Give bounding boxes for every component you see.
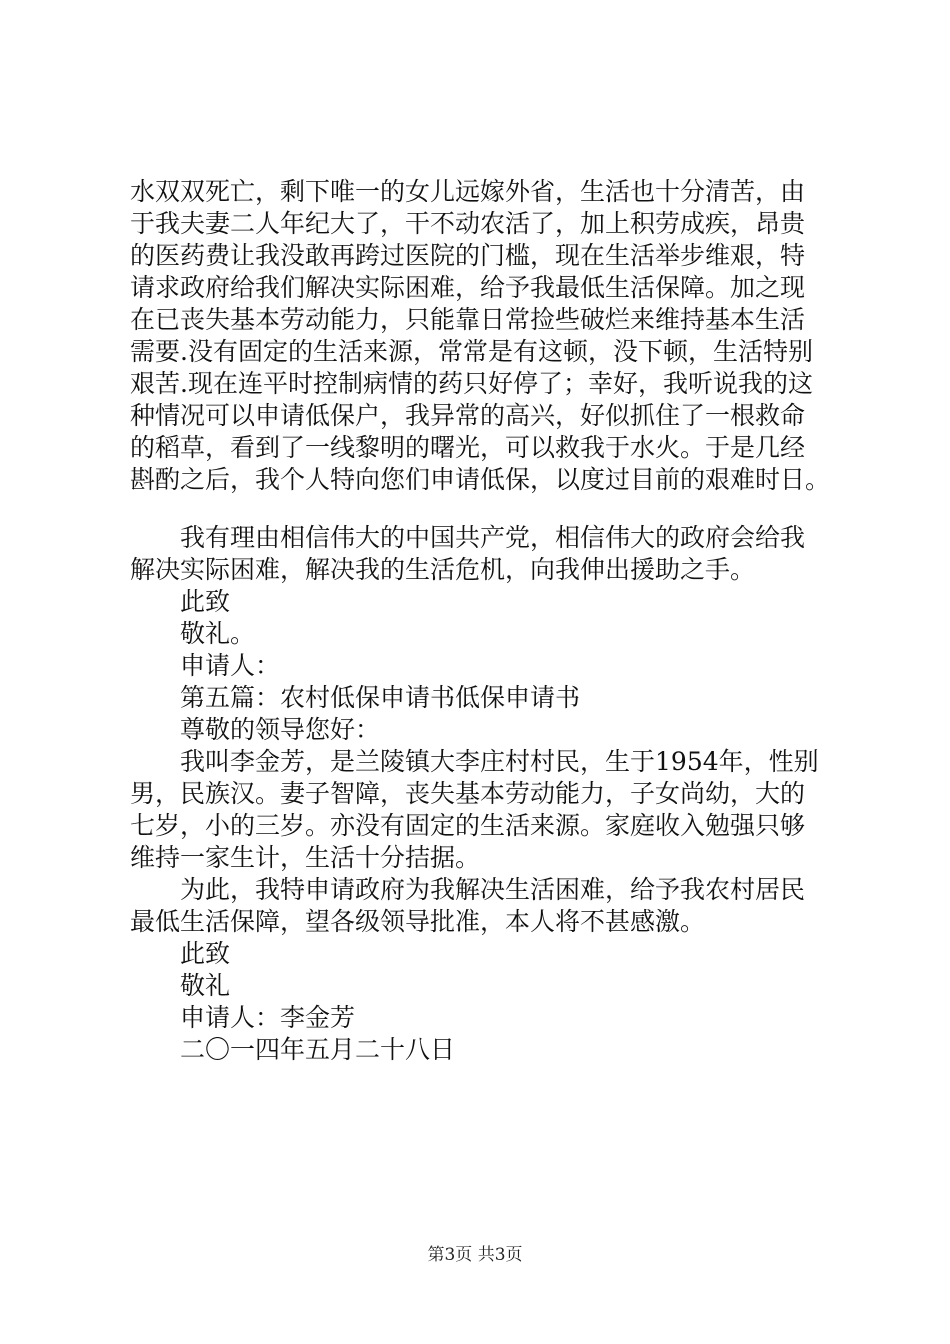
closing-phrase: 此致 (180, 939, 231, 968)
closing-phrase: 此致 (180, 587, 231, 616)
date-line: 二〇一四年五月二十八日 (180, 1035, 456, 1064)
salute: 敬礼 (180, 971, 231, 1000)
text-line: 在已丧失基本劳动能力，只能靠日常捡些破烂来维持基本生活 (130, 305, 806, 334)
text-line: 于我夫妻二人年纪大了，干不动农活了，加上积劳成疾，昂贵 (130, 209, 806, 238)
applicant-signature: 申请人：李金芳 (180, 1003, 356, 1032)
text-line: 维持一家生计，生活十分拮据。 (130, 843, 481, 872)
text-line: 的医药费让我没敢再跨过医院的门槛，现在生活举步维艰，特 (130, 241, 806, 270)
text-line: 需要.没有固定的生活来源，常常是有这顿，没下顿，生活特别 (130, 337, 813, 366)
page-number: 第3页 共3页 (427, 1245, 523, 1265)
paragraph-4 (130, 874, 860, 938)
text-line: 七岁，小的三岁。亦没有固定的生活来源。家庭收入勉强只够 (130, 811, 806, 840)
text-line: 我叫李金芳，是兰陵镇大李庄村村民，生于1954年，性别 (180, 747, 819, 776)
text-line: 最低生活保障，望各级领导批准，本人将不甚感激。 (130, 907, 706, 936)
text-line: 的稻草，看到了一线黎明的曙光，可以救我于水火。于是几经 (130, 433, 806, 462)
greeting: 尊敬的领导您好： (180, 715, 381, 744)
text-line: 我有理由相信伟大的中国共产党，相信伟大的政府会给我 (180, 523, 806, 552)
paragraph-2 (130, 522, 860, 586)
page-footer (0, 1244, 950, 1266)
document-body (130, 176, 860, 1066)
paragraph-gap (130, 496, 860, 522)
text-line: 男，民族汉。妻子智障，丧失基本劳动能力，子女尚幼，大的 (130, 779, 806, 808)
text-line: 水双双死亡，剩下唯一的女儿远嫁外省，生活也十分清苦，由 (130, 177, 806, 206)
section-title: 第五篇：农村低保申请书低保申请书 (180, 683, 581, 712)
text-line: 种情况可以申请低保户，我异常的高兴，好似抓住了一根救命 (130, 401, 806, 430)
text-line: 为此，我特申请政府为我解决生活困难，给予我农村居民 (180, 875, 806, 904)
salute: 敬礼。 (180, 619, 256, 648)
text-line: 斟酌之后，我个人特向您们申请低保，以度过目前的艰难时日。 (130, 465, 831, 494)
paragraph-1 (130, 176, 860, 496)
text-line: 请求政府给我们解决实际困难，给予我最低生活保障。加之现 (130, 273, 806, 302)
text-line: 解决实际困难，解决我的生活危机，向我伸出援助之手。 (130, 555, 756, 584)
applicant-signature: 申请人： (180, 651, 281, 680)
paragraph-3 (130, 746, 860, 874)
text-line: 艰苦.现在连平时控制病情的药只好停了；幸好，我听说我的这 (130, 369, 813, 398)
